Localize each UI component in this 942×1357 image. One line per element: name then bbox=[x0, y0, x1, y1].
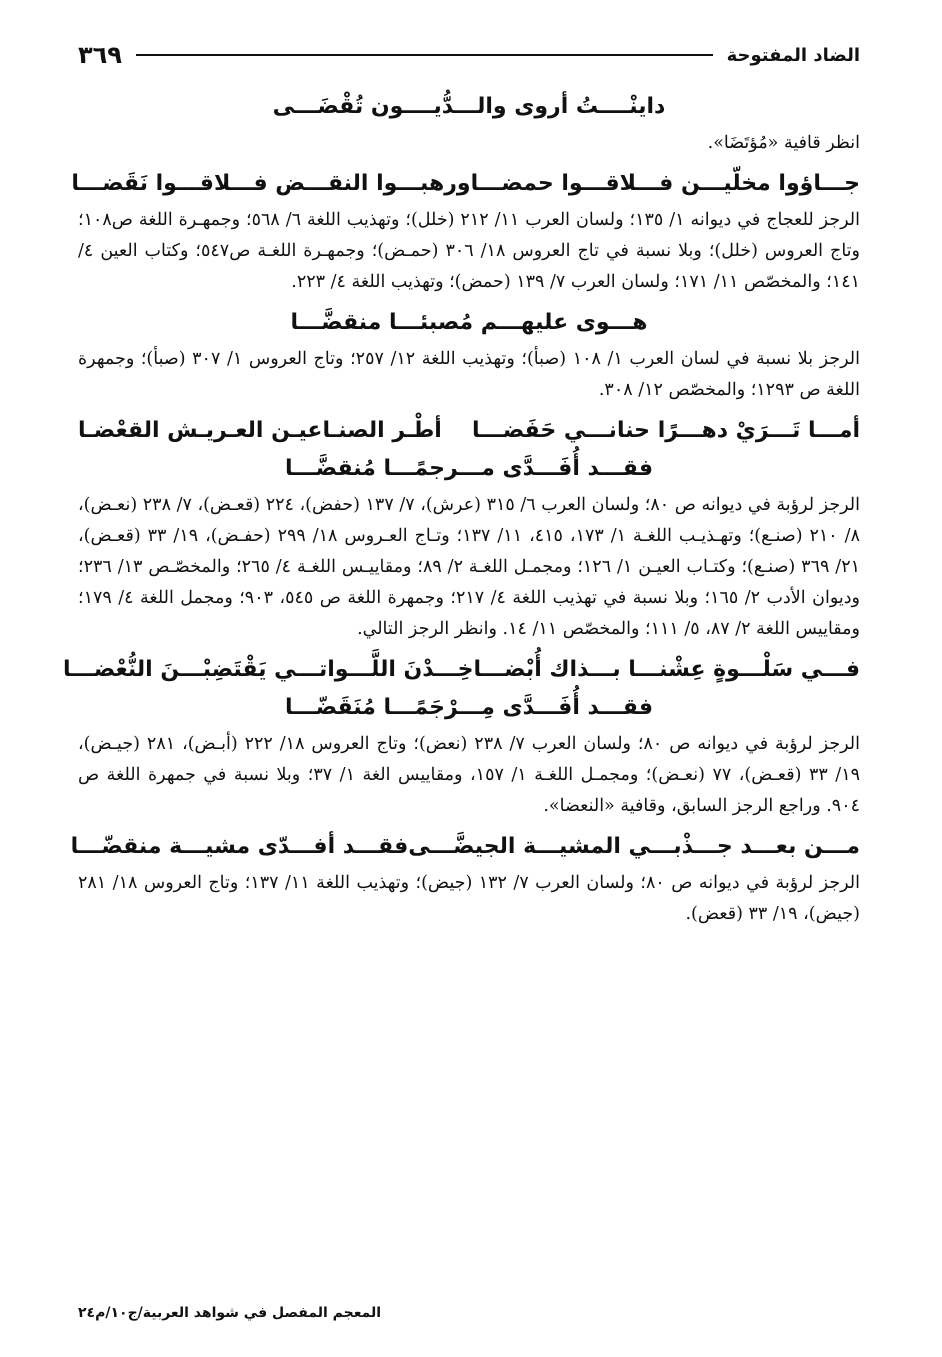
verse-pair bbox=[71, 167, 860, 201]
header-rule bbox=[136, 54, 713, 56]
verse-hemistich-second: أطْـر الصنـاعيـن العـريـش القعْضـا bbox=[78, 418, 442, 443]
verse-hemistich-first: أمـــا تَـــرَيْ دهـــرًا حنانـــي حَفَضـــا bbox=[472, 418, 860, 443]
verse-hemistich-second: فقـــد أفـــدّى مشيـــة منقضّـــا bbox=[70, 834, 409, 859]
citation-text: انظر قافية «مُؤتَضَا». bbox=[707, 133, 860, 153]
section-title: الضاد المفتوحة bbox=[726, 44, 860, 66]
running-header bbox=[78, 40, 860, 70]
verse-pair bbox=[78, 414, 860, 448]
verse-line: فقـــد أُفَـــدَّى مِـــرْجَمًـــا مُنَقَضّـــا bbox=[284, 695, 654, 720]
verse-hemistich-second: خِـــدْنَ اللَّـــواتـــي يَقْتَضِبْـــنَ النُّعْضـــا bbox=[63, 657, 474, 682]
verse-hemistich-first: مـــن بعـــد جـــذْبـــي المشيـــة الجيضَّـــى bbox=[408, 834, 860, 859]
verse-pair bbox=[63, 653, 860, 687]
citation-text: الرجز للعجاج في ديوانه ١/ ١٣٥؛ ولسان العرب ١١/ ٢١٢ (خلل)؛ وتهذيب اللغة ٦/ ٥٦٨؛ وجمهـرة اللغة ص١٠٨؛ وتاج العروس (خلل)؛ وبلا نسبة في تاج العروس ١٨/ ٣٠٦ (حمـض)؛ وجمهـرة اللغـة ص٥٤٧؛ وكتاب العين ٤/ ١٤١؛ والمخصّص ١١/ ١٧١؛ ولسان العرب ٧/ ١٣٩ (حمض)؛ وتهذيب اللغة ٤/ ٢٢٣. bbox=[78, 210, 860, 292]
verse-line: هـــوى عليهـــم مُصبئـــا منقضَّـــا bbox=[290, 310, 648, 335]
citation-text: الرجز بلا نسبة في لسان العرب ١/ ١٠٨ (صبأ)؛ وتهذيب اللغة ١٢/ ٢٥٧؛ وتاج العروس ١/ ٣٠٧ (صبأ)؛ وجمهرة اللغة ص ١٢٩٣؛ والمخصّص ١٢/ ٣٠٨. bbox=[78, 349, 860, 400]
verse-line: فقـــد أُفَـــدَّى مـــرجمًـــا مُنقضَّـــا bbox=[284, 456, 654, 481]
verse-line: داينْــــتُ أروى والـــدُّيــــون تُقْضَـــى bbox=[272, 94, 666, 119]
verse-hemistich-second: ورهبـــوا النقـــض فـــلاقـــوا نَقَضـــا bbox=[71, 171, 471, 196]
footer-signature: المعجم المفصل في شواهد العربية/ج١٠/م٢٤ bbox=[78, 1305, 382, 1321]
citation-text: الرجز لرؤبة في ديوانه ص ٨٠؛ ولسان العرب ٦/ ٣١٥ (عرش)، ٧/ ١٣٧ (حفض)، ٢٢٤ (قعـض)، ٧/ ٢٣٨ (نعـض)، ٨/ ٢١٠ (صنـع)؛ وتهـذيـب اللغـة ١/ ١٧٣، ٤١٥، ١١/ ١٣٧؛ وتـاج العـروس ١٨/ ٢٩٩ (حفـض)، ١٩/ ٣٣ (قعـض)، ٢١/ ٣٦٩ (صنـع)؛ وكتـاب العيـن ١/ ١٢٦؛ ومجمـل اللغـة ٢/ ٨٩؛ ومقاييـس اللغـة ٤/ ٢٦٥؛ والمخصّـص ١٣/ ٢٣٦؛ وديوان الأدب ٢/ ١٦٥؛ وبلا نسبة في تهذيب اللغة ٤/ ٢١٧؛ وجمهرة اللغة ص ٥٤٥، ٩٠٣؛ ومجمل اللغة ٤/ ١٧٩؛ ومقاييس اللغة ٢/ ٨٧، ٥/ ١١١؛ والمخصّص ١١/ ١٤. وانظر الرجز التالي. bbox=[78, 495, 861, 639]
citation-text: الرجز لرؤبة في ديوانه ص ٨٠؛ ولسان العرب ٧/ ٢٣٨ (نعض)؛ وتاج العروس ١٨/ ٢٢٢ (أبـض)، ٢٨١ (جيـض)، ١٩/ ٣٣ (قعـض)، ٧٧ (نعـض)؛ ومجمـل اللغـة ١/ ١٥٧، ومقاييس الغة ١/ ٣٧؛ وبلا نسبة في جمهرة اللغة ص ٩٠٤. وراجع الرجز السابق، وقافية «النعضا». bbox=[78, 734, 861, 816]
verse-hemistich-first: جـــاؤوا مخلّيـــن فـــلاقـــوا حمضـــا bbox=[470, 171, 860, 196]
verse-hemistich-first: فـــي سَلْـــوةٍ عِشْنـــا بـــذاك أُبْضـــا bbox=[473, 657, 860, 682]
verse-pair bbox=[70, 830, 860, 864]
citation-text: الرجز لرؤبة في ديوانه ص ٨٠؛ ولسان العرب ٧/ ١٣٢ (جيض)؛ وتهذيب اللغة ١١/ ١٣٧؛ وتاج العروس ١٨/ ٢٨١ (جيض)، ١٩/ ٣٣ (قعض). bbox=[78, 873, 860, 924]
page-number: ٣٦٩ bbox=[78, 41, 122, 69]
page-content bbox=[63, 86, 861, 938]
